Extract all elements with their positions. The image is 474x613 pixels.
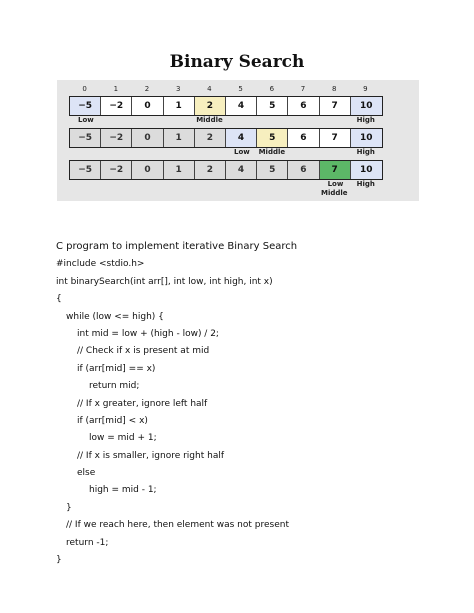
array-cell: 7 [320, 129, 351, 147]
array-cell: 0 [132, 161, 163, 179]
array-cell: 5 [257, 161, 288, 179]
pointer-label: Low [78, 116, 94, 124]
pointer-label: High [356, 116, 375, 124]
code-line: { [56, 294, 62, 305]
code-line: return -1; [66, 537, 109, 548]
array-cell: 5 [257, 129, 288, 147]
index-label: 0 [82, 85, 87, 93]
pointer-label: Middle [196, 116, 223, 124]
array-cell: 6 [288, 161, 319, 179]
code-heading: C program to implement iterative Binary Search [56, 241, 298, 252]
array-cell: −5 [70, 161, 101, 179]
pointer-label: High [356, 148, 375, 156]
index-label: 5 [238, 85, 243, 93]
array-cell: 6 [288, 97, 319, 115]
array-cell: 5 [257, 97, 288, 115]
pointer-label: Low [234, 148, 250, 156]
index-label: 9 [363, 85, 368, 93]
code-line: high = mid - 1; [89, 485, 157, 496]
array-cell: 4 [226, 161, 257, 179]
pointer-label: High [356, 180, 375, 188]
code-line: // Check if x is present at mid [77, 346, 210, 357]
index-label: 3 [175, 85, 181, 93]
pointer-label: Middle [258, 148, 286, 156]
array-cell: 4 [226, 129, 257, 147]
index-label: 8 [331, 85, 337, 93]
array-cell: 7 [320, 97, 351, 115]
index-label: 6 [269, 85, 275, 93]
index-label: 4 [207, 85, 212, 93]
code-line: #include <stdio.h> [56, 259, 145, 270]
array-cell: −5 [70, 97, 101, 115]
index-label: 2 [144, 85, 150, 93]
array-cell: 10 [351, 129, 382, 147]
code-line: if (arr[mid] == x) [77, 363, 156, 374]
code-line: if (arr[mid] < x) [77, 415, 148, 426]
pointer-label: Low [327, 180, 344, 188]
array-cell: −2 [101, 129, 132, 147]
code-line: } [66, 502, 72, 513]
array-cell: 6 [288, 129, 319, 147]
code-block [56, 238, 297, 569]
binary-search-diagram [57, 80, 419, 201]
array-cell: 0 [132, 97, 163, 115]
array-cell: 4 [226, 97, 257, 115]
array-cell: 2 [195, 129, 226, 147]
code-line: int mid = low + (high - low) / 2; [77, 328, 219, 339]
array-cell: −2 [101, 97, 132, 115]
array-cell: 1 [164, 129, 195, 147]
document-title: Binary Search [169, 52, 305, 72]
code-line: } [56, 555, 62, 566]
code-line: // If x greater, ignore left half [77, 398, 208, 409]
code-line: else [77, 468, 96, 479]
code-line: while (low <= high) { [66, 311, 164, 322]
array-row [69, 96, 383, 116]
array-cell: 0 [132, 129, 163, 147]
code-line: low = mid + 1; [89, 433, 157, 444]
array-cell: 10 [351, 97, 382, 115]
array-cell: 1 [164, 97, 195, 115]
index-label: 1 [113, 85, 119, 93]
code-line: // If x is smaller, ignore right half [77, 450, 224, 461]
array-row [69, 160, 383, 180]
array-row [69, 128, 383, 148]
pointer-label: Middle [321, 189, 348, 197]
code-line: // If we reach here, then element was not present [66, 520, 289, 531]
code-line: return mid; [89, 381, 140, 392]
array-cell: 1 [164, 161, 195, 179]
array-cell: 7 [320, 161, 351, 179]
array-cell: −2 [101, 161, 132, 179]
code-line: int binarySearch(int arr[], int low, int high, int x) [56, 276, 273, 287]
array-cell: 10 [351, 161, 382, 179]
index-label: 7 [300, 85, 306, 93]
array-cell: 2 [195, 97, 226, 115]
array-cell: 2 [195, 161, 226, 179]
array-cell: −5 [70, 129, 101, 147]
